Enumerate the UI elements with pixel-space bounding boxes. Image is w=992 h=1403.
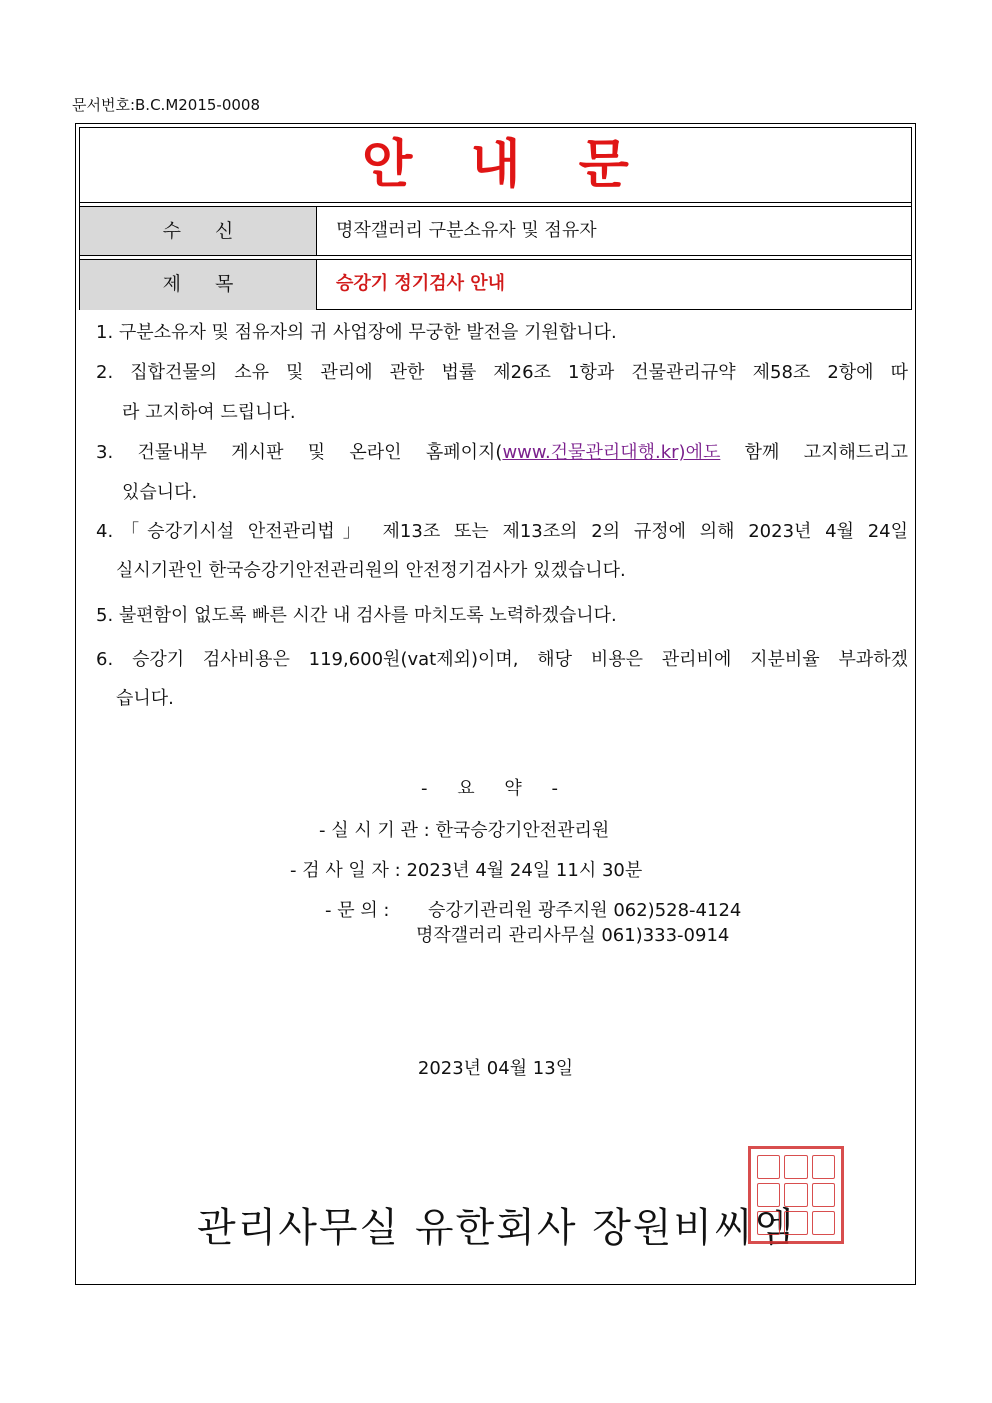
body-item-3-line-2: 있습니다. bbox=[122, 482, 198, 503]
recipient-value: 명작갤러리 구분소유자 및 점유자 bbox=[336, 220, 597, 241]
summary-inquiry-1: 승강기관리원 광주지원 062)528-4124 bbox=[428, 900, 742, 921]
body-item-2-line-2: 라 고지하여 드립니다. bbox=[122, 402, 296, 423]
notice-frame bbox=[75, 123, 916, 1285]
recipient-label: 수신 bbox=[80, 207, 317, 255]
subject-label: 제목 bbox=[80, 260, 317, 310]
summary-inquiry-label: - 문 의 : bbox=[325, 900, 390, 921]
body-item-5: 5. 불편함이 없도록 빠른 시간 내 검사를 마치도록 노력하겠습니다. bbox=[96, 605, 617, 626]
document-number: 문서번호:B.C.M2015-0008 bbox=[72, 96, 261, 114]
body-item-6-line-2: 습니다. bbox=[116, 688, 174, 709]
header-table bbox=[79, 127, 912, 310]
body-item-6-line-1: 6. 승강기 검사비용은 119,600원(vat제외)이며, 해당 비용은 관리비에 지분비율 부과하겠 bbox=[96, 649, 908, 670]
body-item-3-pre: 3. 건물내부 게시판 및 온라인 홈페이지( bbox=[96, 442, 503, 463]
body-item-3-line-1 bbox=[96, 434, 908, 472]
summary-title: - 요 약 - bbox=[421, 778, 570, 799]
body-item-4-line-2: 실시기관인 한국승강기안전관리원의 안전정기검사가 있겠습니다. bbox=[116, 560, 626, 581]
summary-inquiry-2: 명작갤러리 관리사무실 061)333-0914 bbox=[416, 925, 730, 946]
body-item-4-line-1: 4.「승강기시설 안전관리법」 제13조 또는 제13조의 2의 규정에 의해 2023년 4월 24일 bbox=[96, 521, 908, 542]
summary-agency: - 실 시 기 관 : 한국승강기안전관리원 bbox=[319, 820, 610, 841]
subject-row bbox=[80, 259, 911, 310]
notice-title: 안내문 bbox=[80, 128, 911, 203]
signature: 관리사무실 유한회사 장원비씨엠 bbox=[197, 1205, 796, 1251]
body-item-3-post: 함께 고지해드리고 bbox=[720, 442, 909, 463]
issue-date: 2023년 04월 13일 bbox=[417, 1058, 574, 1079]
homepage-link[interactable]: www.건물관리대행.kr)에도 bbox=[502, 442, 721, 463]
recipient-row bbox=[80, 206, 911, 256]
company-seal-icon bbox=[748, 1146, 844, 1244]
body-item-1: 1. 구분소유자 및 점유자의 귀 사업장에 무궁한 발전을 기원합니다. bbox=[96, 322, 617, 343]
subject-value: 승강기 정기검사 안내 bbox=[336, 273, 506, 294]
body-item-2-line-1: 2. 집합건물의 소유 및 관리에 관한 법률 제26조 1항과 건물관리규약 제58조 2항에 따 bbox=[96, 362, 908, 383]
summary-inspection-date: - 검 사 일 자 : 2023년 4월 24일 11시 30분 bbox=[290, 860, 643, 881]
